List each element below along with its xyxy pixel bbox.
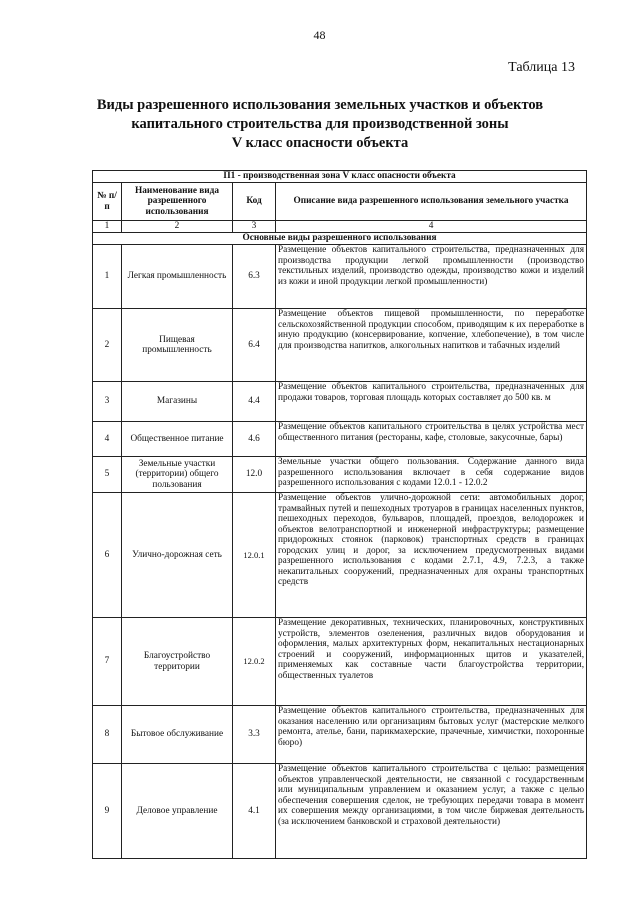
column-header-description: Описание вида разрешенного использования земельного участка bbox=[276, 183, 587, 221]
row-number: 1 bbox=[93, 245, 122, 309]
table-row bbox=[93, 382, 587, 422]
title-line: V класс опасности объекта bbox=[231, 135, 409, 151]
row-number: 3 bbox=[93, 382, 122, 422]
title-line: капитального строительства для производственной зоны bbox=[131, 116, 509, 132]
table-row bbox=[93, 618, 587, 706]
zone-header-row bbox=[93, 171, 587, 183]
document-title bbox=[60, 96, 580, 153]
column-number: 2 bbox=[122, 221, 233, 233]
row-name: Улично-дорожная сеть bbox=[122, 493, 233, 618]
row-name: Бытовое обслуживание bbox=[122, 706, 233, 764]
column-number-row bbox=[93, 221, 587, 233]
table-row bbox=[93, 493, 587, 618]
column-header-name: Наименование вида разрешенного использования bbox=[122, 183, 233, 221]
row-description: Размещение объектов пищевой промышленности, по переработке сельскохозяйственной продукции способом, приводящим к их переработке в иную продукцию (консервирование, копчение, хлебопечение), в том числе для производства напитков, алкогольных напитков и табачных изделий bbox=[276, 309, 587, 382]
section-row bbox=[93, 233, 587, 245]
row-number: 5 bbox=[93, 457, 122, 493]
column-number: 1 bbox=[93, 221, 122, 233]
column-number: 3 bbox=[233, 221, 276, 233]
row-name: Общественное питание bbox=[122, 422, 233, 457]
row-number: 4 bbox=[93, 422, 122, 457]
column-number: 4 bbox=[276, 221, 587, 233]
row-name: Благоустройство территории bbox=[122, 618, 233, 706]
row-code: 4.6 bbox=[233, 422, 276, 457]
row-code: 6.4 bbox=[233, 309, 276, 382]
row-description: Размещение объектов капитального строительства, предназначенных для оказания населению или организациям бытовых услуг (мастерские мелкого ремонта, ателье, бани, парикмахерские, прачечные, химчистки, похоронные бюро) bbox=[276, 706, 587, 764]
row-code: 4.1 bbox=[233, 764, 276, 859]
row-code: 3.3 bbox=[233, 706, 276, 764]
row-description: Размещение объектов капитального строительства, предназначенных для производства продукции легкой промышленности (производство текстильных изделий, производство одежды, производство кожи и изделий из кожи и иной продукции легкой промышленности) bbox=[276, 245, 587, 309]
row-name: Магазины bbox=[122, 382, 233, 422]
row-description: Размещение объектов капитального строительства, предназначенных для продажи товаров, торговая площадь которых составляет до 500 кв. м bbox=[276, 382, 587, 422]
page-number: 48 bbox=[313, 28, 326, 42]
row-name: Земельные участки (территории) общего пользования bbox=[122, 457, 233, 493]
table-row bbox=[93, 245, 587, 309]
row-description: Размещение объектов капитального строительства с целью: размещения объектов управленческой деятельности, не связанной с государственным или муниципальным управлением и оказанием услуг, а также с целью обеспечения совершения сделок, не требующих передачи товара в момент их совершения между организациями, в том числе биржевая деятельность (за исключением банковской и страховой деятельности) bbox=[276, 764, 587, 859]
row-number: 8 bbox=[93, 706, 122, 764]
column-header-number: № п/п bbox=[93, 183, 122, 221]
column-header-code: Код bbox=[233, 183, 276, 221]
row-name: Деловое управление bbox=[122, 764, 233, 859]
zone-header: П1 - производственная зона V класс опасности объекта bbox=[93, 171, 587, 183]
row-code: 6.3 bbox=[233, 245, 276, 309]
row-number: 9 bbox=[93, 764, 122, 859]
title-line: Виды разрешенного использования земельных участков и объектов bbox=[96, 97, 544, 113]
row-code: 12.0.1 bbox=[233, 493, 276, 618]
row-description: Размещение объектов капитального строительства в целях устройства мест общественного питания (рестораны, кафе, столовые, закусочные, бары) bbox=[276, 422, 587, 457]
column-header-row bbox=[93, 183, 587, 221]
table-row bbox=[93, 764, 587, 859]
row-name: Легкая промышленность bbox=[122, 245, 233, 309]
row-description: Размещение декоративных, технических, планировочных, конструктивных устройств, элементов озеленения, различных видов оборудования и оформления, малых архитектурных форм, некапитальных нестационарных строений и сооружений, информационных щитов и указателей, применяемых как составные части благоустройства территории, общественных туалетов bbox=[276, 618, 587, 706]
row-code: 12.0 bbox=[233, 457, 276, 493]
row-description: Земельные участки общего пользования. Содержание данного вида разрешенного использования включает в себя содержание видов разрешенного использования с кодами 12.0.1 - 12.0.2 bbox=[276, 457, 587, 493]
row-code: 4.4 bbox=[233, 382, 276, 422]
row-number: 2 bbox=[93, 309, 122, 382]
row-number: 7 bbox=[93, 618, 122, 706]
row-name: Пищевая промышленность bbox=[122, 309, 233, 382]
row-code: 12.0.2 bbox=[233, 618, 276, 706]
section-title: Основные виды разрешенного использования bbox=[93, 233, 587, 245]
row-description: Размещение объектов улично-дорожной сети: автомобильных дорог, трамвайных путей и пешеходных тротуаров в границах населенных пунктов, пешеходных переходов, бульваров, площадей, проездов, велодорожек и объектов велотранспортной и инженерной инфраструктуры; размещение придорожных стоянок (парковок) транспортных средств в границах городских улиц и дорог, за исключением предусмотренных видами разрешенного использования с кодами 2.7.1, 4.9, 7.2.3, а также некапитальных сооружений, предназначенных для охраны транспортных средств bbox=[276, 493, 587, 618]
table-row bbox=[93, 309, 587, 382]
row-number: 6 bbox=[93, 493, 122, 618]
land-use-table bbox=[92, 170, 587, 859]
table-row bbox=[93, 706, 587, 764]
table-row bbox=[93, 457, 587, 493]
table-row bbox=[93, 422, 587, 457]
table-label: Таблица 13 bbox=[508, 60, 575, 75]
